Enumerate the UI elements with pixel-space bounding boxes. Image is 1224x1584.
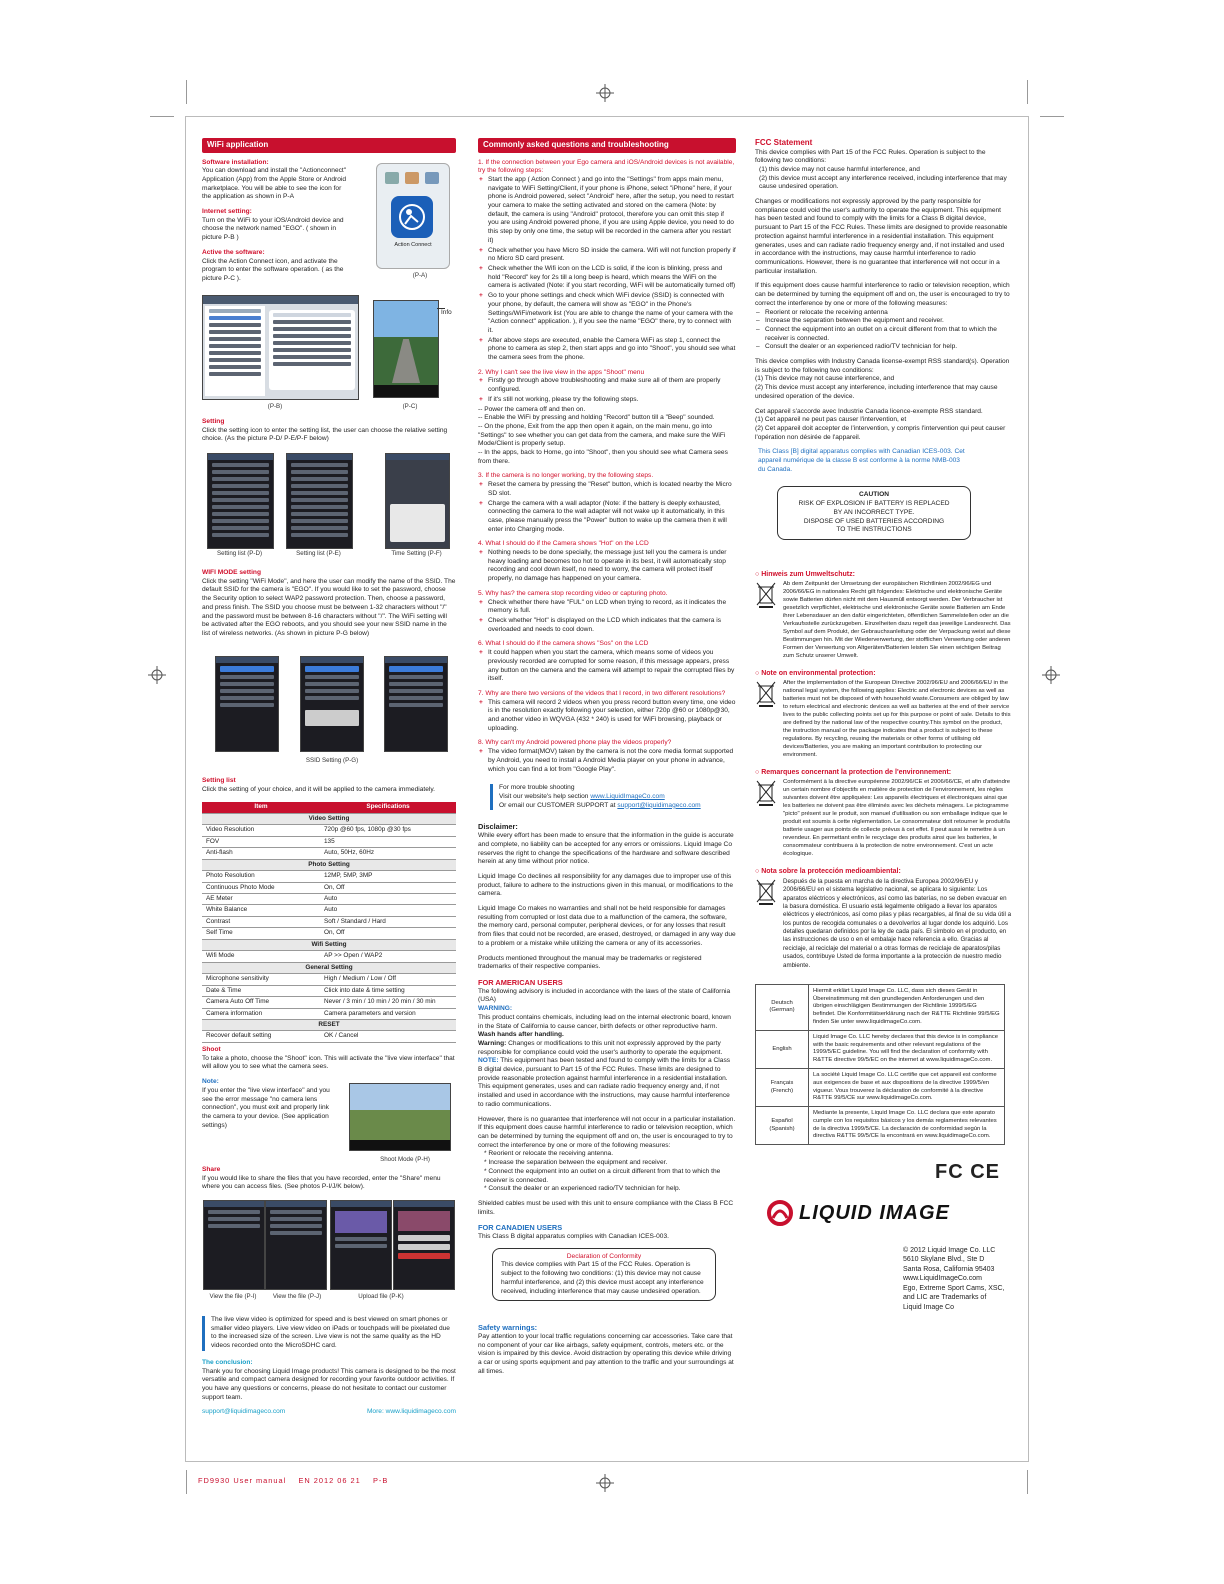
paragraph: Products mentioned throughout the manual may be trademarks or registered trademarks of their respective companies. bbox=[478, 954, 702, 971]
table-row bbox=[756, 984, 1005, 1030]
paragraph: Liquid Image Co makes no warranties and shall not be held responsible for damages resulting from corrupted or lost data due to a malfunction of the camera, the software, the memory card, personal computer, peripheral devices, or for any losses that result from files that could not be recorded, are erased, destroyed, or damaged in any way due to a problem or a mistake while utilizing the camera or any of its accessories. bbox=[478, 905, 736, 947]
heading-warning: Warning: bbox=[478, 1039, 507, 1047]
heading-american-users: FOR AMERICAN USERS bbox=[478, 977, 563, 987]
paragraph: Liquid Image Co declines all responsibility for any damages due to improper use of this product, failure to adhere to the instructions given in this manual, or modifications to the camera. bbox=[478, 872, 734, 898]
shoot-mode-screenshot bbox=[349, 1083, 451, 1151]
caption: Shoot Mode (P-H) bbox=[380, 1156, 430, 1163]
paragraph: Turn on the WiFi to your iOS/Android device and choose the network named "EGO". ( shown in picture P-B ) bbox=[202, 216, 344, 242]
crossed-bin-icon bbox=[755, 680, 777, 708]
paragraph bbox=[478, 1057, 736, 1109]
more-help-line: For more trouble shooting bbox=[499, 784, 575, 792]
env-block bbox=[755, 878, 1011, 970]
fcc-conditions bbox=[755, 166, 1011, 192]
heading-internet-setting: Internet setting: bbox=[202, 208, 252, 216]
env-block bbox=[755, 581, 1011, 661]
env-block bbox=[755, 680, 1011, 760]
paragraph: Pay attention to your local traffic regulations concerning car accessories. Take care that no component of your car like airbags, safety equipment, controls, meters etc. or the vision is impaired by this device. Avoid distraction by operating this device while driving a car or using sports equipment and pay attention to the traffic and your surroundings at all times. bbox=[478, 1333, 734, 1375]
more-help-line: Or email our CUSTOMER SUPPORT at bbox=[499, 801, 616, 809]
env-title: Note on environmental protection: bbox=[761, 669, 876, 677]
table-cell-item: Recover default setting bbox=[202, 1031, 320, 1042]
question: 8. Why can't my Android powered phone play the videos properly? bbox=[478, 739, 672, 747]
list-line: * Increase the separation between the equipment and receiver. bbox=[484, 1159, 668, 1167]
list-item: + Start the app ( Action Connect ) and go into the "Settings" from apps main menu, navigate to WiFi Setting/Client, if your phone is iPhone, select "iPhone" here, if your phone is Android powered, select "Android" here, after the setup, you need to restart your camera to make the setting activated and stored on the camera (Note: by default, the camera is using "Android" protocol, therefore you can omit this step if you are using Android powered phone, if you are using Apple device, you need to do this step by only one time, the setup will be recorded in the camera after you restart it) bbox=[488, 176, 736, 246]
measure-list bbox=[755, 309, 1011, 353]
heading-environment-es bbox=[755, 867, 1011, 876]
env-text: Después de la puesta en marcha de la directiva Europea 2002/96/EU y 2006/66/EU en el sistema legislativo nacional, se aplicara lo siguiente: Los aparatos eléctricos y electrónicos, así como las baterías, no se deben evacuar en la basura doméstica. El usuario está legalmente obligado a llevar los aparatos eléctricos y electrónicos, así como pilas y pilas recargables, al final de su vida útil a los puntos de recogida comunales o a devolverlos al lugar donde los adquirió. Los detalles quedaran definidos por la ley de cada país. El símbolo en el producto, en las instrucciones de uso o en el embalaje hace referencia a ello. Gracias al reciclaje, al reciclaje del material o a otras formas de reciclaje de aparatos/pilas usados, contribuye Usted de forma importante a la protección de nuestro medio ambiente. bbox=[783, 877, 1012, 969]
heading-software-installation: Software installation: bbox=[202, 158, 269, 166]
table-row bbox=[202, 848, 456, 859]
list-line: (2) Cet appareil doit accepter de l'intervention, y compris l'intervention qui peut causer l'opération non désirée de l'appareil. bbox=[755, 424, 1006, 441]
paragraph: Changes or modifications not expressly approved by the party responsible for compliance could void the user's authority to operate the equipment. This equipment has been tested and found to comply with the limits for a Class B digital device, pursuant to Part 15 of the FCC Rules. These limits are designed to provide reasonable protection against harmful interference in a residential installation. This equipment generates, uses and can radiate radio frequency energy and, if not installed and used in accordance with the instructions, may cause harmful interference to radio communications. However, there is no guarantee that interference will not occur in a particular installation. bbox=[755, 198, 1008, 275]
time-setting-screenshot-pf bbox=[385, 453, 450, 549]
list-item: + Reset the camera by pressing the "Reset" button, which is located nearby the Micro SD slot. bbox=[488, 481, 736, 498]
table-cell-item: Camera information bbox=[202, 1008, 320, 1019]
answer-list bbox=[478, 748, 736, 774]
caption: (P-B) bbox=[267, 403, 283, 410]
app-icon-label: Action Connect bbox=[394, 242, 432, 248]
table-cell-spec: Auto, 50Hz, 60Hz bbox=[320, 848, 456, 859]
table-cell-spec: High / Medium / Low / Off bbox=[320, 974, 456, 985]
env-title: Nota sobre la protección medioambiental: bbox=[761, 867, 901, 875]
table-cell-spec: 12MP, 5MP, 3MP bbox=[320, 871, 456, 882]
warning-bold-text: Wash hands after handling. bbox=[478, 1031, 564, 1039]
paragraph: This device complies with Part 15 of the FCC Rules. Operation is subject to the following two conditions: bbox=[755, 148, 986, 165]
paragraph: If you enter the "live view interface" and you see the error message "no camera lens connection", you must exit and properly link the camera to your device. (See application settings) bbox=[202, 1086, 330, 1129]
list-line: CAUTION bbox=[858, 491, 890, 499]
crossed-bin-icon bbox=[755, 779, 777, 807]
action-connect-app-icon bbox=[391, 196, 433, 238]
table-header-item: Item bbox=[202, 802, 320, 813]
table-group-row bbox=[202, 962, 456, 973]
heading-note: NOTE: bbox=[478, 1057, 499, 1065]
list-item: + This camera will record 2 videos when you press record button every time, one video is in the resolution exactly following your selection, either 720p @60 or 1080p@30, and another video in WQVGA (432 * 240) is used for WiFi browsing, playback or uploading. bbox=[488, 699, 736, 734]
heading-warning: WARNING: bbox=[478, 1005, 513, 1013]
globe-icon: ○ bbox=[755, 570, 762, 578]
env-title: Remarques concernant la protection de l'environnement: bbox=[761, 768, 952, 776]
liquid-image-logo-icon bbox=[767, 1200, 793, 1226]
table-row bbox=[202, 882, 456, 893]
heading-disclaimer: Disclaimer: bbox=[478, 822, 518, 832]
file-view-screenshot bbox=[330, 1200, 392, 1290]
table-group-label: General Setting bbox=[202, 962, 456, 973]
table-row bbox=[202, 836, 456, 847]
caption: View the file (P-I) bbox=[209, 1293, 257, 1300]
globe-icon: ○ bbox=[755, 867, 762, 875]
table-cell-item: Date & Time bbox=[202, 985, 320, 996]
table-cell-item: Continuous Photo Mode bbox=[202, 882, 320, 893]
paragraph: This device complies with Industry Canada license-exempt RSS standard(s). Operation is subject to the following two conditions: bbox=[755, 358, 1010, 374]
paragraph: To take a photo, choose the "Shoot" icon. This will activate the "live view interface" that will allow you to see what the camera sees. bbox=[202, 1054, 455, 1071]
caption: Setting list (P-E) bbox=[296, 550, 341, 557]
table-cell-spec: 720p @60 fps, 1080p @30 fps bbox=[320, 825, 456, 836]
caption: (P-A) bbox=[412, 272, 428, 279]
setting-section bbox=[202, 418, 456, 450]
share-section bbox=[202, 1166, 456, 1198]
website-link[interactable]: www.LiquidImageCo.com bbox=[590, 792, 665, 800]
list-item: + Firstly go through above troubleshooting and make sure all of them are properly configured. bbox=[488, 377, 736, 394]
declaration-text: Liquid Image Co. LLC hereby declares that this device is in compliance with the basic requirements and other relevant regulations of the 1999/5/EC guideline. You will find the declaration of conformity with R&TTE directive 99/5/EC on the internet at www.liquidimageCo.com. bbox=[809, 1030, 1005, 1068]
question: 4. What I should do if the Camera shows "Hot" on the LCD bbox=[478, 540, 649, 548]
heading-note: Note: bbox=[202, 1078, 219, 1086]
heading-setting-list: Setting list bbox=[202, 777, 236, 784]
list-item: + The video format(MOV) taken by the camera is not the core media format supported by Android, you need to install a Android Media player on your phone in advance, which you can find a lot from "Google Play". bbox=[488, 748, 736, 774]
globe-icon: ○ bbox=[755, 669, 762, 677]
list-item: – Connect the equipment into an outlet on a circuit different from that to which the receiver is connected. bbox=[765, 326, 1011, 343]
table-row bbox=[756, 1107, 1005, 1145]
list-line: 5610 Skylane Blvd., Ste D bbox=[903, 1256, 985, 1264]
ic-conditions bbox=[755, 375, 1011, 401]
heading-conclusion: The conclusion: bbox=[202, 1358, 253, 1366]
list-item: + It could happen when you start the camera, which means some of videos you previously recorded are corrupted for some reason, if this message appears, press any button on the camera and the camera will attempt to repair the corrupted files by itself. bbox=[488, 649, 736, 684]
registration-mark-icon bbox=[596, 1474, 614, 1492]
crossed-bin-icon bbox=[755, 878, 777, 906]
list-line: and LIC are Trademarks of bbox=[903, 1294, 987, 1302]
env-text: Ab dem Zeitpunkt der Umsetzung der europäischen Richtlinien 2002/96/EG und 2006/66/EG in nationales Recht gilt folgendes: Elektrische und elektronische Geräte sowie Batterien dürfen nicht mit dem Hausmüll entsorgt werden. Der Verbraucher ist gesetzlich verpflichtet, elektrische und elektronische Geräte sowie Batterien am Ende ihrer Lebensdauer an den dafür eingerichteten, öffentlichen Sammelstellen oder an die Verkaufsstelle zurückzugeben. Einzelheiten dazu regelt das jeweilige Landesrecht. Das Symbol auf dem Produkt, der Gebrauchsanleitung oder der Verpackung weist auf diese Bestimmungen hin. Mit der Wiederverwertung, der stofflichen Verwertung oder anderen Formen der Verwertung von Altgeräten/Batterien leisten Sie einen wichtigen Beitrag zum Schutz unserer Umwelt. bbox=[783, 581, 1011, 659]
caption: Time Setting (P-F) bbox=[391, 550, 442, 557]
caption: SSID Setting (P-G) bbox=[305, 757, 359, 764]
list-line: RISK OF EXPLOSION IF BATTERY IS REPLACED bbox=[798, 500, 950, 508]
list-line: (2) This device must accept any interference, including interference that may cause undesired operation of the device. bbox=[755, 384, 998, 400]
list-line: -- Enable the WiFi by pressing and holding "Record" button till a "Beep" sounded. bbox=[478, 414, 715, 422]
table-row bbox=[202, 985, 456, 996]
table-row bbox=[202, 1008, 456, 1019]
table-cell-spec: Camera parameters and version bbox=[320, 1008, 456, 1019]
crop-mark bbox=[1040, 116, 1064, 117]
list-line: * Consult the dealer or an experienced radio/TV technician for help. bbox=[484, 1185, 681, 1193]
list-line: Liquid Image Co bbox=[903, 1303, 954, 1311]
table-row bbox=[756, 1030, 1005, 1068]
heading-setting: Setting bbox=[202, 418, 225, 425]
table-cell-item: FOV bbox=[202, 836, 320, 847]
declaration-text: La société Liquid Image Co. LLC certifie que cet appareil est conforme aux exigences de base et aux dispositions de la directive 1999/5/en vigueur. Vous trouverez la déclaration de conformité à la directive R&TTE 99/5/CE sur www.liquidimageCo.com. bbox=[809, 1068, 1005, 1106]
table-cell-item: Photo Resolution bbox=[202, 871, 320, 882]
crop-mark bbox=[186, 1470, 187, 1494]
list-item: + Go to your phone settings and check which WiFi device (SSID) is connected with your phone, by default, the camera will show as "EGO" in the Phone's Settings/WiFi/network list (You are able to change the name of your camera with the "Action connect" application. ), if you see the name "EGO" there, try to connect with it. bbox=[488, 292, 736, 336]
caption: View the file (P-J) bbox=[272, 1293, 322, 1300]
declaration-language: Français (French) bbox=[756, 1068, 809, 1106]
table-cell-item: Anti-flash bbox=[202, 848, 320, 859]
table-cell-spec: OK / Cancel bbox=[320, 1031, 456, 1042]
registration-mark-icon bbox=[148, 666, 166, 684]
crop-mark bbox=[1027, 80, 1028, 104]
table-row bbox=[202, 951, 456, 962]
list-item: + If it's still not working, please try the following steps. bbox=[488, 396, 736, 405]
declaration-text: This device complies with Part 15 of the FCC Rules. Operation is subject to the following two conditions: (1) this device may not cause harmful interference, and (2) this device must accept any interference received, including interference that may cause undesired operation. bbox=[501, 1261, 704, 1295]
question: 2. Why I can't see the live view in the apps "Shoot" menu bbox=[478, 368, 645, 376]
table-group-label: Wifi Setting bbox=[202, 939, 456, 950]
table-cell-spec: Auto bbox=[320, 894, 456, 905]
paragraph: This Class B digital apparatus complies with Canadian ICES-003. bbox=[478, 1233, 669, 1241]
ices-statement: This Class [B] digital apparatus complies with Canadian ICES-003. Cet appareil numérique de la classe B est conforme à la norme NMB-003 du Canada. bbox=[758, 448, 965, 473]
paragraph: However, there is no guarantee that interference will not occur in a particular installation. If this equipment does cause harmful interference to radio or television reception, which can be determined by turning the equipment off and on, the user is encouraged to try to correct the interference by one or more of the following measures: bbox=[478, 1115, 736, 1149]
heading-safety: Safety warnings: bbox=[478, 1323, 538, 1333]
heading-shoot: Shoot bbox=[202, 1046, 221, 1053]
measure-list bbox=[478, 1150, 736, 1194]
list-line: * Connect the equipment into an outlet on a circuit different from that to which the receiver is connected. bbox=[484, 1167, 721, 1184]
list-item: + Check whether there have "FUL" on LCD when trying to record, as it indicates the memory is full. bbox=[488, 599, 736, 616]
list-line: © 2012 Liquid Image Co. LLC bbox=[903, 1246, 996, 1254]
caption: (P-C) bbox=[402, 403, 418, 410]
paragraph: Thank you for choosing Liquid Image products! This camera is designed to be the most versatile and compact camera designed for recording your favorite outdoor activities. If you have any questions or concerns, please do not hesitate to contact our customer support team. bbox=[202, 1367, 456, 1401]
app-screenshot-pa bbox=[376, 163, 450, 269]
more-help-line: Visit our website's help section bbox=[499, 792, 589, 800]
crop-mark bbox=[150, 116, 174, 117]
table-cell-item: Contrast bbox=[202, 916, 320, 927]
table-cell-spec: Click into date & time setting bbox=[320, 985, 456, 996]
table-row bbox=[202, 871, 456, 882]
table-row bbox=[202, 928, 456, 939]
list-line: www.LiquidImageCo.com bbox=[903, 1275, 982, 1283]
warning-text: This product contains chemicals, including lead on the internal electronic board, known in the State of California to cause cancer, birth defects or other reproductive harm. bbox=[478, 1013, 731, 1030]
table-cell-spec: Auto bbox=[320, 905, 456, 916]
setting-list-screenshot-pe bbox=[286, 453, 353, 549]
settings-screenshot-pb bbox=[202, 295, 359, 400]
table-row bbox=[202, 974, 456, 985]
list-line: * Reorient or relocate the receiving antenna. bbox=[484, 1150, 614, 1158]
support-email-link[interactable]: support@liquidimageco.com bbox=[202, 1408, 286, 1416]
table-cell-spec: Never / 3 min / 10 min / 20 min / 30 min bbox=[320, 997, 456, 1008]
declaration-language: English bbox=[756, 1030, 809, 1068]
paragraph: Click the setting icon to enter the setting list, the user can choose the relative setting choice. (As the picture P-D/ P-E/P-F below) bbox=[202, 426, 448, 443]
table-row bbox=[202, 1031, 456, 1042]
globe-icon: ○ bbox=[755, 768, 762, 776]
question: 5. Why has? the camera stop recording video or capturing photo. bbox=[478, 589, 668, 597]
paragraph: Cet appareil s'accorde avec Industrie Canada licence-exempte RSS standard. bbox=[755, 407, 983, 415]
crossed-bin-icon bbox=[755, 581, 777, 609]
note-text: This equipment has been tested and found to comply with the limits for a Class B digital device, pursuant to Part 15 of the FCC Rules. These limits are designed to provide reasonable protection against harmful interference in a residential installation. This equipment generates, uses and can radiate radio frequency energy and, if not installed and used in accordance with the instructions, may cause harmful interference to radio communications. bbox=[478, 1057, 731, 1108]
file-view-screenshot bbox=[265, 1200, 327, 1290]
declaration-language: Español (Spanish) bbox=[756, 1107, 809, 1145]
table-row bbox=[202, 894, 456, 905]
live-view-note: The live view video is optimized for speed and is best viewed on smart phones or smaller video players. Live view video on iPads or touchpads will be pixelated due to the increased size of the screen. Live view is not the same quality as the HD videos recorded onto the MicroSDHC card. bbox=[202, 1316, 456, 1351]
list-item: – Consult the dealer or an experienced radio/TV technician for help. bbox=[765, 343, 1011, 352]
upload-file-screenshot bbox=[393, 1200, 455, 1290]
paragraph: While every effort has been made to ensure that the information in the guide is accurate and complete, no liability can be accepted for any errors or omissions. Liquid Image Co reserves the right to change the specifications of the hardware and software described herein at any time without prior notice. bbox=[478, 832, 734, 866]
declaration-title: Declaration of Conformity bbox=[566, 1252, 642, 1260]
list-line: Santa Rosa, California 95403 bbox=[903, 1265, 995, 1273]
declaration-language: Deutsch (German) bbox=[756, 984, 809, 1030]
list-line: BY AN INCORRECT TYPE. bbox=[833, 508, 915, 516]
registration-mark-icon bbox=[1042, 666, 1060, 684]
env-text: After the implementation of the European Directive 2002/96/EU and 2006/66/EU in the national legal system, the following applies: Electric and electronic devices as well as batteries must not be disposed of with household waste.Consumers are obliged by law to return electrical and electronic devices as well as batteries at the end of their service lives to the public collecting points set up for this purpose or point of sale. Details to this are defined by the national law of the respective country.This symbol on the product, the instruction manual or the package indicates that a product is subject to these regulations. By recycling, reusing the materials or other forms of utilising old devices/Batteries, you are making an important contribution to protecting our environment. bbox=[783, 680, 1011, 758]
spec-table bbox=[202, 802, 456, 1043]
list-line: (1) Cet appareil ne peut pas causer l'intervention, et bbox=[755, 416, 907, 424]
heading-environment-fr bbox=[755, 768, 1011, 777]
list-line: (1) This device may not cause interference, and bbox=[755, 375, 895, 383]
caution-box bbox=[777, 486, 971, 540]
crop-mark bbox=[186, 80, 187, 104]
heading-environment-de bbox=[755, 570, 1011, 579]
answer-list bbox=[478, 481, 736, 534]
ssid-screenshot bbox=[384, 656, 448, 752]
list-item: + Nothing needs to be done specially, the message just tell you the camera is under heavy loading and becomes too hot to operate in its best, it will automatically stop recording and cool down itself, no need to worry, the camera will protect itself properly, no damage has happened on your camera. bbox=[488, 549, 736, 584]
table-row bbox=[202, 905, 456, 916]
warning-text: Changes or modifications to this unit not expressly approved by the party responsible for compliance could void the user's authority to operate the equipment. bbox=[478, 1039, 723, 1056]
paragraph: Click the setting "WiFi Mode", and here the user can modify the name of the SSID. The default SSID for the camera is "EGO". If you would like to set the password, choose the Security option to select WAP2 password protection. Then, choose a password, and press finish. The SSID you choose must be between 1-32 characters without "/" and the password must be between 8-16 characters without "/". The WiFi setting will be activated after the EGO reboots, and you should see your new SSID name in the list of wireless networks. (As shown in picture P-G below) bbox=[202, 577, 456, 637]
table-group-label: Photo Setting bbox=[202, 859, 456, 870]
table-cell-item: Self Time bbox=[202, 928, 320, 939]
ssid-screenshot bbox=[215, 656, 279, 752]
table-group-row bbox=[202, 813, 456, 824]
heading-canadian-users: FOR CANADIEN USERS bbox=[478, 1223, 563, 1233]
table-row bbox=[202, 825, 456, 836]
paragraph: If this equipment does cause harmful interference to radio or television reception, which can be determined by turning the equipment off and on, the user is encouraged to try to correct the interference by one or more of the following measures: bbox=[755, 282, 1010, 307]
list-line: -- Power the camera off and then on. bbox=[478, 405, 586, 413]
setting-list-screenshot-pd bbox=[207, 453, 274, 549]
fr-conditions bbox=[755, 416, 1011, 442]
section-banner: WiFi application bbox=[202, 138, 456, 153]
question: 3. If the camera is no longer working, try the following steps. bbox=[478, 472, 654, 480]
closing-section bbox=[202, 1316, 456, 1417]
list-line: (2) this device must accept any interference received, including interference that may cause undesired operation. bbox=[759, 174, 1007, 191]
heading-share: Share bbox=[202, 1166, 221, 1173]
file-view-screenshot bbox=[203, 1200, 265, 1290]
caption: Upload file (P-K) bbox=[358, 1293, 404, 1300]
table-header-spec: Specifications bbox=[320, 802, 456, 813]
heading-environment-en bbox=[755, 669, 1011, 678]
list-line: DISPOSE OF USED BATTERIES ACCORDING bbox=[803, 517, 945, 525]
registration-mark-icon bbox=[596, 84, 614, 102]
wifi-mode-section bbox=[202, 569, 456, 645]
table-cell-spec: AP >> Open / WAP2 bbox=[320, 951, 456, 962]
table-cell-item: Video Resolution bbox=[202, 825, 320, 836]
certification-marks: FC CE bbox=[935, 1161, 1000, 1184]
answer-list bbox=[478, 649, 736, 684]
table-row bbox=[756, 1068, 1005, 1106]
list-line: TO THE INSTRUCTIONS bbox=[836, 526, 912, 534]
declaration-box bbox=[492, 1248, 716, 1302]
paragraph: You can download and install the "Actionconnect" Application (App) from the Apple Store or Android marketplace. You will be able to see the icon for the application as shown in P-A bbox=[202, 167, 347, 201]
column-regulatory bbox=[755, 138, 1011, 1312]
paragraph: If you would like to share the files that you have recorded, enter the "Share" menu where you can access files. (See photos P-I/J/K below). bbox=[202, 1174, 441, 1191]
list-line: -- On the phone, Exit from the app then open it again, on the main menu, go into "Settings" to see whether you can get data from the camera, and make sure the WiFi Mode/Client is properly setup. bbox=[478, 422, 726, 448]
table-group-row bbox=[202, 859, 456, 870]
table-cell-item: Camera Auto Off Time bbox=[202, 997, 320, 1008]
setting-list-section bbox=[202, 777, 456, 1043]
paragraph: Click the setting of your choice, and it will be applied to the camera immediately. bbox=[202, 785, 435, 793]
step-list bbox=[478, 406, 736, 467]
list-item: + Check whether "Hot" is displayed on the LCD which indicates that the camera is overloaded and needs to cool down. bbox=[488, 617, 736, 634]
table-cell-item: AE Meter bbox=[202, 894, 320, 905]
table-row bbox=[202, 997, 456, 1008]
brand-logo bbox=[767, 1200, 1011, 1226]
declaration-table bbox=[755, 984, 1005, 1145]
paragraph: The following advisory is included in accordance with the laws of the state of California (USA) bbox=[478, 987, 731, 1004]
list-line: (1) this device may not cause harmful interference, and bbox=[759, 165, 920, 173]
env-block bbox=[755, 779, 1011, 859]
list-item: + Check whether the Wifi icon on the LCD is solid, if the icon is blinking, press and hold "Record" key for 2s till a long beep is heard, which means the WiFi on the camera is activated (Note: if you start recording, WiFi will be automatically turned off) bbox=[488, 265, 736, 291]
caption: Setting list (P-D) bbox=[216, 550, 263, 557]
table-group-row bbox=[202, 1020, 456, 1031]
more-help-box bbox=[490, 784, 736, 810]
table-cell-item: Microphone sensitivity bbox=[202, 974, 320, 985]
table-cell-spec: On, Off bbox=[320, 882, 456, 893]
table-cell-spec: On, Off bbox=[320, 928, 456, 939]
table-cell-spec: Soft / Standard / Hard bbox=[320, 916, 456, 927]
crop-mark bbox=[1027, 1470, 1028, 1494]
table-group-label: RESET bbox=[202, 1020, 456, 1031]
company-address bbox=[903, 1246, 1011, 1312]
declaration-text: Hiermit erklärt Liquid Image Co. LLC, dass sich dieses Gerät in Übereinstimmung mit den grundlegenden Anforderungen und den übrigen einschlägigen Bestimmungen der Richtlinie 1999/5/EG befindet. Die Konformitätserklärung nach der R&TTE Richtlinie 99/5/EG finden Sie unter www.liquidimageCo.com. bbox=[809, 984, 1005, 1030]
ssid-screenshot bbox=[300, 656, 364, 752]
paragraph: Click the Action Connect icon, and activate the program to enter the software operation. ( as the picture P-C ). bbox=[202, 257, 344, 282]
list-item: + Check whether you have Micro SD inside the camera. Wifi will not function properly if no Micro SD card present. bbox=[488, 247, 736, 264]
section-banner: Commonly asked questions and troubleshooting bbox=[478, 138, 736, 153]
env-title: Hinweis zum Umweltschutz: bbox=[761, 570, 855, 578]
table-cell-item: Wifi Mode bbox=[202, 951, 320, 962]
answer-list bbox=[478, 699, 736, 734]
list-item: – Reorient or relocate the receiving antenna bbox=[765, 309, 1011, 318]
env-text: Conformément à la directive européenne 2002/96/CE et 2006/66/CE, et afin d'atteindre un certain nombre d'objectifs en matière de protection de l'environnement, les règles suivantes doivent être appliquées: Les appareils électriques et électroniques ainsi que les batteries ne doivent pas être éliminés avec les déchets ménagers. Le pictogramme "picto" présent sur le produit, son manuel d'utilisation ou son emballage indique que le produit est soumis à cette réglementation. Le consommateur doit retourner le produit/la batterie usager aux points de collecte prévus à cet effet. Il peut aussi le remettre à un revendeur. En permettant enfin le recyclage des produits ainsi que les batteries, le consommateur contribuera à la protection de notre environnement. C'est un acte écologique. bbox=[783, 779, 1011, 857]
table-cell-item: White Balance bbox=[202, 905, 320, 916]
website-link[interactable]: More: www.liquidimageco.com bbox=[366, 1408, 456, 1416]
heading-active-software: Active the software: bbox=[202, 248, 265, 256]
live-view-screenshot-pc bbox=[373, 300, 439, 398]
table-row bbox=[202, 916, 456, 927]
answer-list bbox=[478, 549, 736, 584]
list-line: Ego, Extreme Sport Cams, XSC, bbox=[903, 1284, 1005, 1292]
table-group-row bbox=[202, 939, 456, 950]
list-item: + Charge the camera with a wall adaptor (Note: if the battery is deeply exhausted, connecting the camera to the wall adapter will not wake up it automatically, in this case, please manually press the "Power" button to wake up the camera then it will enter into Charging mode. bbox=[488, 500, 736, 535]
heading-wifi-mode: WIFI MODE setting bbox=[202, 569, 261, 576]
list-line: -- In the apps, back to Home, go into "Shoot", then you should see what Camera sees from there. bbox=[478, 449, 728, 465]
paragraph bbox=[478, 1040, 736, 1057]
paragraph bbox=[478, 1014, 736, 1040]
answer-list bbox=[478, 599, 736, 635]
answer-list bbox=[478, 176, 736, 363]
paragraph: Shielded cables must be used with this unit to ensure compliance with the Class B FCC limits. bbox=[478, 1199, 734, 1216]
list-item: – Increase the separation between the equipment and receiver. bbox=[765, 317, 1011, 326]
question: 6. What I should do if the camera shows "Sos" on the LCD bbox=[478, 640, 649, 648]
answer-list bbox=[478, 377, 736, 404]
brand-name: LIQUID IMAGE bbox=[799, 1201, 950, 1224]
info-label: Info bbox=[441, 309, 452, 316]
table-group-label: Video Setting bbox=[202, 813, 456, 824]
support-email-link[interactable]: support@liquidimageco.com bbox=[617, 801, 701, 809]
heading-fcc: FCC Statement bbox=[755, 138, 813, 147]
declaration-text: Mediante la presente, Liquid Image Co. LLC declara que este aparato cumple con los requisitos básicos y los demás reglamentes relevantes de la directiva 1999/5/CE. La declaración de conformidad según la directiva R&TTE 99/5/CE la encontrará en www.liquidimageCo.com. bbox=[809, 1107, 1005, 1145]
question: 7. Why are there two versions of the videos that I record, in two different resolutions? bbox=[478, 689, 726, 697]
question: 1. If the connection between your Ego camera and iOS/Android devices is not available, try the following steps: bbox=[478, 158, 735, 175]
table-cell-spec: 135 bbox=[320, 836, 456, 847]
print-footer: FD9930 User manual EN 2012 06 21 P-B bbox=[198, 1476, 389, 1485]
column-troubleshooting bbox=[478, 138, 736, 1377]
list-item: + After above steps are executed, enable the Camera WiFi as step 1, connect the phone to camera as step 2, then start apps and go into "Shoot", you should see what the camera sees from the phone. bbox=[488, 337, 736, 363]
